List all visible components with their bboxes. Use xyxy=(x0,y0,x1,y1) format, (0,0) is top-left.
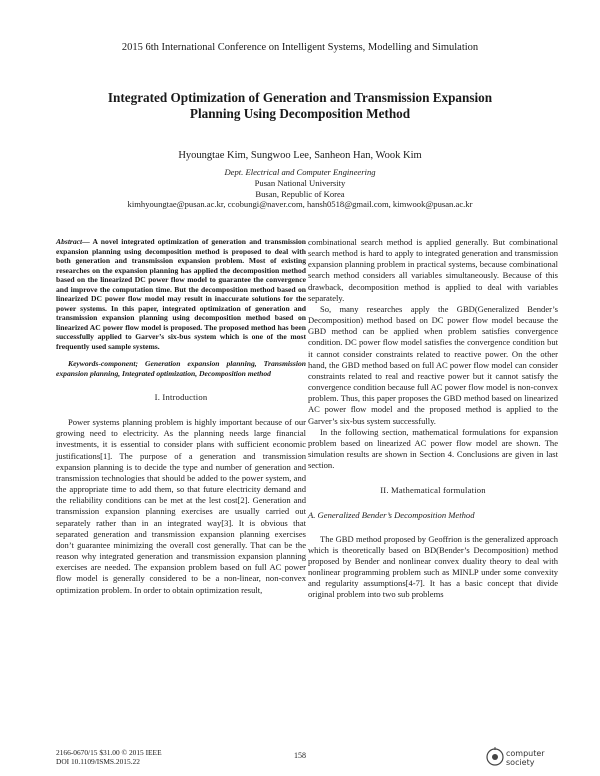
abstract-text: — A novel integrated optimization of generation and transmission expansion planning using decomposition method is proposed to deal with both generation and transmission expansion problem. Most of existing researches on the expansion planning has applied the decomposition method based on the linearized DC power flow model to guarantee the convergence and improve the computation time. But the decomposition method based on linearized DC power flow model may result in inaccurate solutions for the power systems. In this paper, integrated optimization of generation and transmission expansion planning using decomposition method based on linearized AC power flow model is proposed. The proposed method has been successfully applied to Garver’s six-bus system which is one of the most frequently used sample systems. xyxy=(56,237,306,351)
right-paragraph-4: The GBD method proposed by Geoffrion is the generalized approach which is theoretically based on BD(Bender’s Decomposition) method proposed by Bender and nonlinear convex duality theory to deal with nonlinear programming problem such as MINLP under some convexity and regularity assumptions[4-7]. It has a basic concept that divide original problem into two sub problems xyxy=(308,533,558,600)
paper-title xyxy=(60,90,540,122)
footer-isbn: 2166-0670/15 $31.00 © 2015 IEEE xyxy=(56,748,162,757)
affiliation xyxy=(0,167,600,210)
computer-society-logo-icon xyxy=(484,744,506,768)
right-paragraph-3: In the following section, mathematical formulations for expansion problem based on linearized AC power flow model are shown. The simulation results are shown in Section 4. Conclusions are given in last section. xyxy=(308,426,558,471)
logo-text-line-1: computer xyxy=(506,749,545,758)
abstract xyxy=(56,237,306,351)
location: Busan, Republic of Korea xyxy=(255,188,345,199)
subsection-heading-gbd: A. Generalized Bender’s Decomposition Method xyxy=(308,510,475,521)
department: Dept. Electrical and Computer Engineering xyxy=(224,167,376,177)
footer-doi: DOI 10.1109/ISMS.2015.22 xyxy=(56,757,140,767)
section-heading-introduction: I. Introduction xyxy=(154,392,208,402)
page-number: 158 xyxy=(294,751,306,760)
title-line-2: Planning Using Decomposition Method xyxy=(189,106,411,121)
authors: Hyoungtae Kim, Sungwoo Lee, Sanheon Han, Wook Kim xyxy=(178,150,422,161)
emails: kimhyoungtae@pusan.ac.kr, ccobungi@naver.com, hansh0518@gmail.com, kimwook@pusan.ac.kr xyxy=(127,199,473,210)
logo-text-line-2: society xyxy=(506,758,535,767)
keywords: Keywords-component; Generation expansion planning, Transmission expansion planning, Integrated optimization, Decomposition method xyxy=(56,359,306,378)
intro-paragraph: Power systems planning problem is highly important because of our growing need to electricity. As the planning needs large financial investments, it is essential to consider plans with sufficient economic justifications[1]. The purpose of a generation and transmission expansion planning is to decide the type and number of generation and transmission technologies that should be added to the power system, and the appropriate time to add them, so that future electricity demand and the reliability conditions can be met at the lest cost[2]. Generation and transmission expansion planning exercises are usually carried out separately rather than in an integrated way[3]. It is obvious that separated generation and transmission expansion planning exercises don’t guarantee minimizing the overall cost generally. That can be the reason why integrated generation and transmission expansion planning exercises are needed. The expansion problem based on full AC power flow model is generally considered to be a non-linear, non-convex optimization problem. In order to obtain optimization result, xyxy=(56,417,306,595)
left-column xyxy=(56,237,306,596)
section-heading-formulation: II. Mathematical formulation xyxy=(380,485,486,496)
right-column xyxy=(308,237,558,601)
right-paragraph-1: combinational search method is applied generally. But combinational search method is hard to apply to integrated generation and transmission expansion planning problem in practical systems, because combinational search method considers all variables simultaneously. Because of this drawback, decomposition method is applied to deal with variables separately. xyxy=(308,237,558,303)
title-line-1: Integrated Optimization of Generation and Transmission Expansion xyxy=(107,90,493,105)
computer-society-logo xyxy=(484,744,544,770)
conference-header: 2015 6th International Conference on Intelligent Systems, Modelling and Simulation xyxy=(121,42,479,53)
right-paragraph-2: So, many researches apply the GBD(Generalized Bender’s Decomposition) method based on DC power flow model because the GBD method can be applied when problem satisfies convergence condition. DC power flow model satisfies the convergence condition but it cannot consider constraints related to reactive power. On the other hand, the GBD method based on full AC power flow model can consider constraints related to real and reactive power but it cannot satisfy the convergence condition because full AC power flow model is non-convex problem. Thus, this paper proposes the GBD method based on linearized AC power flow model and the proposed method is applied to the Garver’s six-bus system successfully. xyxy=(308,303,558,426)
university: Pusan National University xyxy=(254,177,346,188)
abstract-lead: Abstract xyxy=(56,237,83,246)
